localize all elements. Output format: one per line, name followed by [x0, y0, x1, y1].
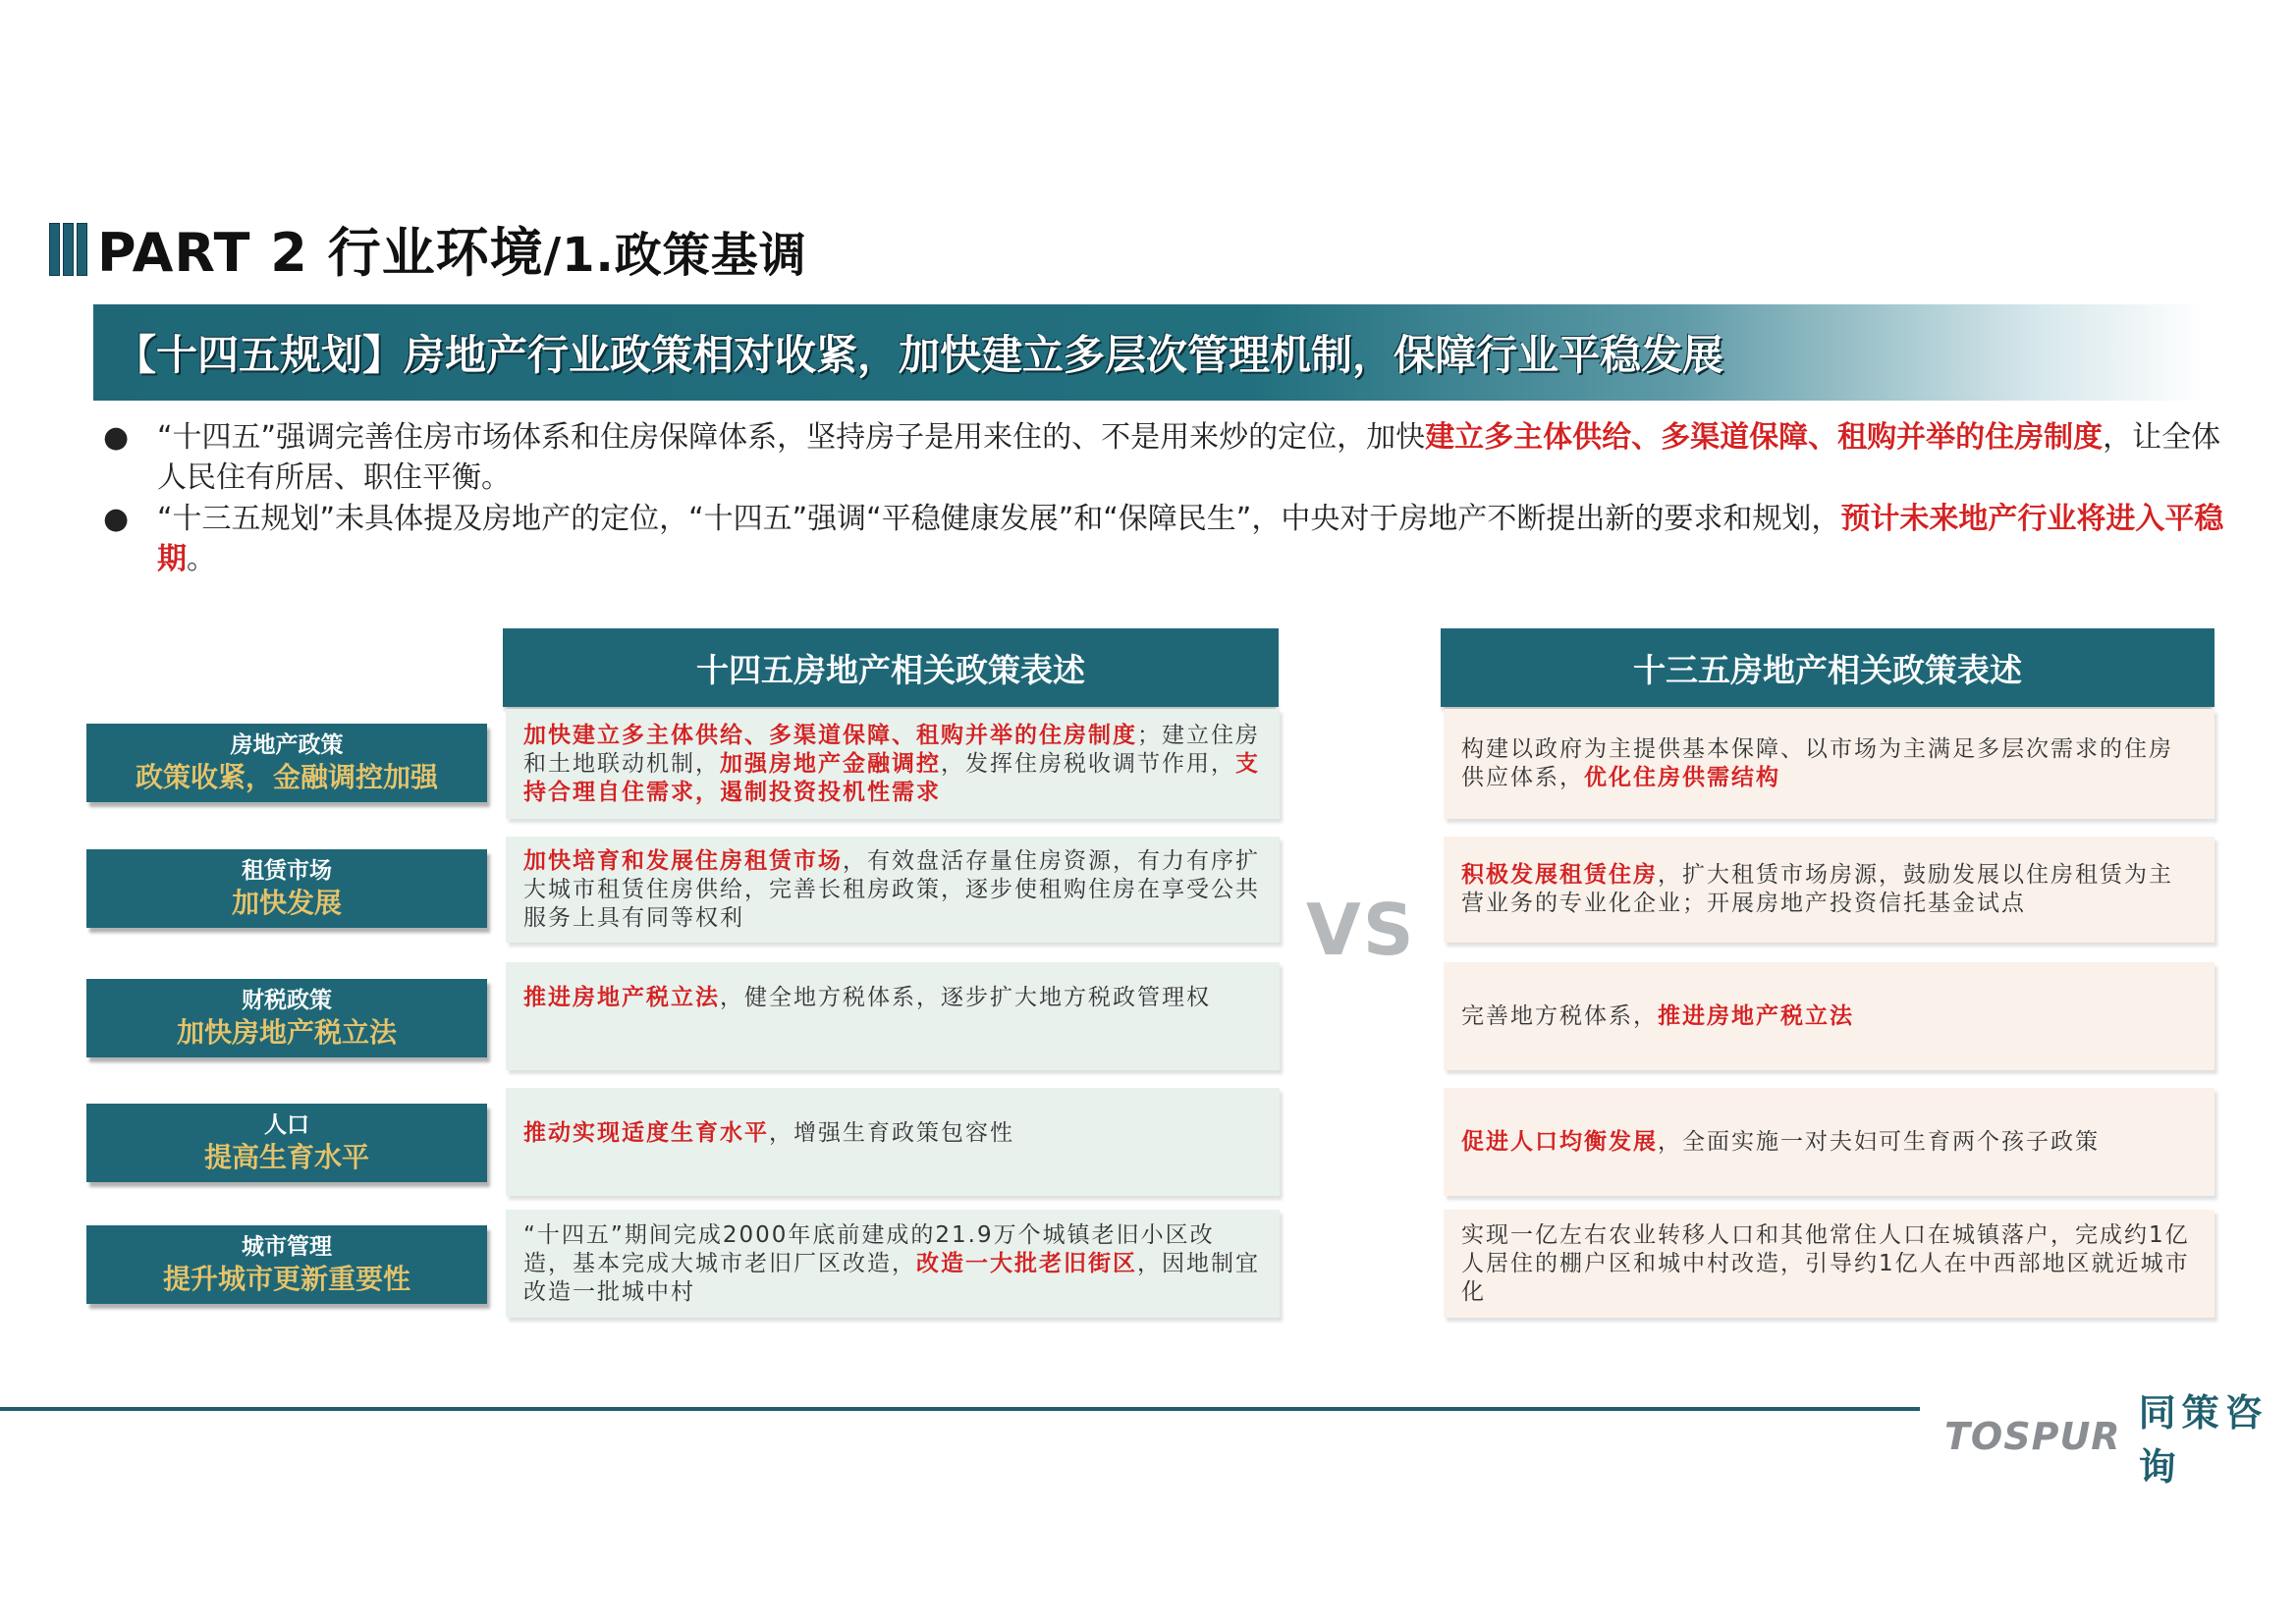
highlight-text: 推进房地产税立法: [1658, 1002, 1854, 1029]
headline-banner: [93, 304, 2205, 401]
page-title: PART 2 行业环境/1.政策基调: [97, 221, 807, 284]
highlight-text: 积极发展租赁住房: [1461, 862, 1658, 888]
policy-cell-14th: [506, 962, 1280, 1070]
category-label: 人口 提高生育水平: [86, 1104, 487, 1182]
logo-chinese-name: 同策咨询: [2138, 1391, 2269, 1488]
policy-text: ；建立住房和土地联动机制，: [523, 722, 1260, 777]
highlight-text: 加快建立多主体供给、多渠道保障、租购并举的住房制度: [523, 722, 1137, 748]
column-header-13th: 十三五房地产相关政策表述: [1441, 628, 2214, 707]
policy-text: ，发挥住房税收调节作用，: [941, 750, 1235, 777]
category-label: 城市管理 提升城市更新重要性: [86, 1225, 487, 1304]
policy-text: ，健全地方税体系，逐步扩大地方税政管理权: [720, 985, 1211, 1010]
logo-wordmark: TOSPUR: [1944, 1415, 2121, 1458]
highlight-text: 推动实现适度生育水平: [523, 1120, 769, 1146]
policy-text: “十四五”期间完成2000年底前建成的21.9万个城镇老旧小区改造，基本完成大城市老旧厂区改造，: [523, 1221, 1215, 1276]
page-title-block: [49, 214, 807, 283]
policy-cell-13th: [1444, 1210, 2214, 1318]
policy-cell-14th: [506, 1088, 1280, 1196]
bullet-item-2: ● “十三五规划”未具体提及房地产的定位，“十四五”强调“平稳健康发展”和“保障民生”，中央对于房地产不断提出新的要求和规划，预计未来地产行业将进入平稳期。: [103, 499, 2224, 579]
policy-cell-14th: [506, 837, 1280, 943]
policy-text: ，有效盘活存量住房资源，有力有序扩大城市租赁住房供给，完善长租房政策，逐步使租购住房在享受公共服务上具有同等权利: [523, 847, 1260, 931]
policy-cell-14th: [506, 709, 1280, 819]
category-label: 租赁市场 加快发展: [86, 849, 487, 928]
highlight-text: 推进房地产税立法: [523, 985, 720, 1010]
vs-label: VS: [1306, 889, 1416, 971]
highlight-text: 支持合理自住需求，遏制投资投机性需求: [523, 750, 1260, 805]
highlight-text: 加快培育和发展住房租赁市场: [523, 847, 843, 874]
policy-cell-13th: [1444, 1088, 2214, 1196]
category-label: 房地产政策 政策收紧，金融调控加强: [86, 724, 487, 802]
banner-text: 【十四五规划】房地产行业政策相对收紧，加快建立多层次管理机制，保障行业平稳发展: [115, 331, 1724, 379]
policy-cell-13th: [1444, 709, 2214, 819]
policy-cell-13th: [1444, 837, 2214, 943]
policy-text: ，增强生育政策包容性: [769, 1120, 1014, 1146]
highlight-text: 加强房地产金融调控: [720, 750, 941, 777]
bullet-dot-icon: ●: [103, 502, 130, 536]
policy-text: ，因地制宜改造一批城中村: [523, 1250, 1260, 1305]
footer-divider: [0, 1407, 1920, 1411]
policy-text: 实现一亿左右农业转移人口和其他常住人口在城镇落户，完成约1亿人居住的棚户区和城中村改造，引导约1亿人在中西部地区就近城市化: [1461, 1221, 2190, 1305]
column-header-14th: 十四五房地产相关政策表述: [503, 628, 1279, 707]
highlight-text: 改造一大批老旧街区: [916, 1250, 1137, 1276]
policy-text: 构建以政府为主提供基本保障、以市场为主满足多层次需求的住房供应体系，: [1461, 736, 2173, 790]
highlight-text: 促进人口均衡发展: [1461, 1128, 1658, 1155]
policy-cell-13th: [1444, 962, 2214, 1070]
bullet-item-1: ● “十四五”强调完善住房市场体系和住房保障体系，坚持房子是用来住的、不是用来炒的定位，加快建立多主体供给、多渠道保障、租购并举的住房制度，让全体人民住有所居、职住平衡。: [103, 417, 2224, 498]
company-logo: [1944, 1382, 2296, 1490]
policy-text: 完善地方税体系，: [1461, 1002, 1658, 1029]
policy-cell-14th: [506, 1210, 1280, 1318]
highlight-text: 优化住房供需结构: [1584, 765, 1780, 790]
policy-text: ，扩大租赁市场房源，鼓励发展以住房租赁为主营业务的专业化企业；开展房地产投资信托基金试点: [1461, 862, 2173, 916]
bullet-dot-icon: ●: [103, 420, 130, 455]
policy-text: ，全面实施一对夫妇可生育两个孩子政策: [1658, 1128, 2100, 1155]
category-label: 财税政策 加快房地产税立法: [86, 979, 487, 1057]
books-icon: [49, 221, 87, 276]
